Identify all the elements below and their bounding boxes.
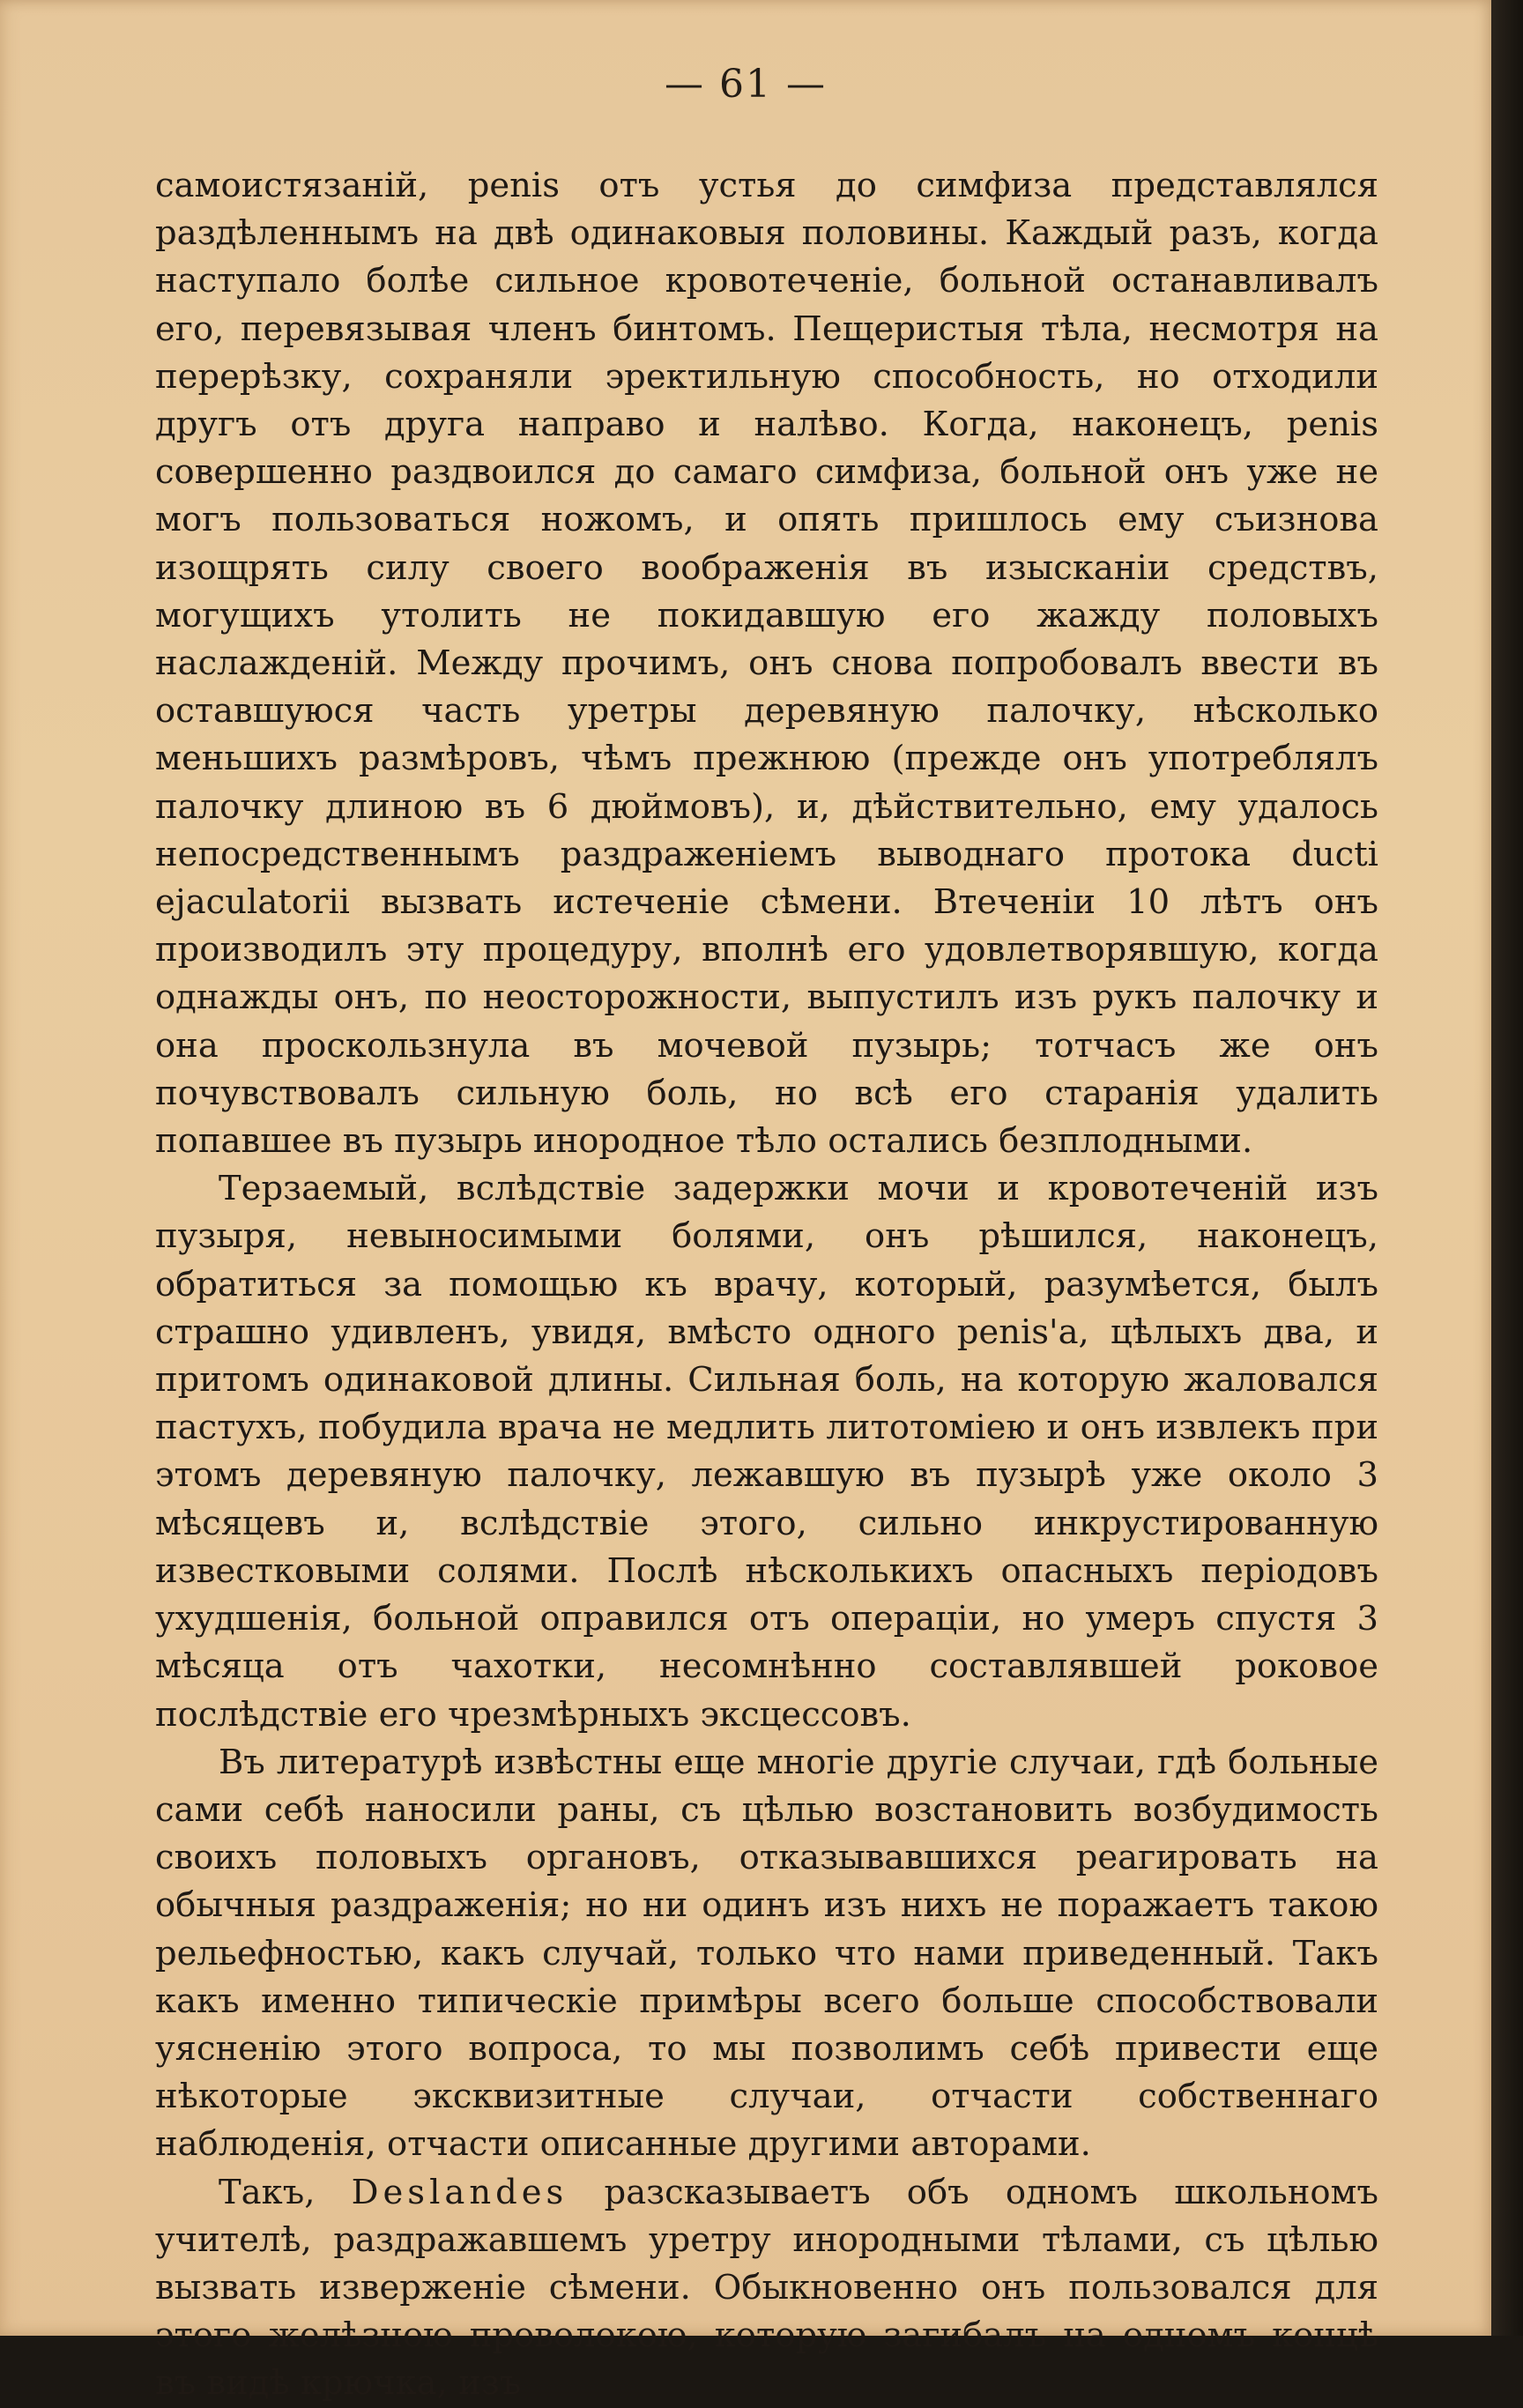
paragraph-1: самоистязаній, penis отъ устья до симфиза представлялся раздѣленнымъ на двѣ одинаковыя половины. Каждый разъ, когда наступало болѣе сильное кровотеченіе, больной останавливалъ его, перевязывая членъ бинтомъ. Пещеристыя тѣла, несмотря на перерѣзку, сохраняли эректильную способность, но отходили другъ отъ друга направо и налѣво. Когда, наконецъ, penis совершенно раздвоился до самаго симфиза, больной онъ уже не могъ пользоваться ножомъ, и опять пришлось ему съизнова изощрять силу своего воображенія въ изысканіи средствъ, могущихъ утолить не покидавшую его жажду половыхъ наслажденій. Между прочимъ, онъ снова попробовалъ ввести въ оставшуюся часть уретры деревяную палочку, нѣсколько меньшихъ размѣровъ, чѣмъ прежнюю (прежде онъ употреблялъ палочку длиною въ 6 дюймовъ), и, дѣйствительно, ему удалось непосредственнымъ раздраженіемъ выводнаго протока ducti ejaculatorii вызвать истеченіе сѣмени. Втеченіи 10 лѣтъ онъ производилъ эту процедуру, вполнѣ его удовлетворявшую, когда однажды онъ, по неосторожности, выпустилъ изъ рукъ палочку и она проскользнула въ мочевой пузырь; тотчасъ же онъ почувствовалъ сильную боль, но всѣ его старанія удалить попавшее въ пузырь инородное тѣло остались безплодными. — [155, 166, 1378, 1162]
author-name: Deslandes — [351, 2172, 568, 2212]
paragraph-2: Терзаемый, вслѣдствіе задержки мочи и кровотеченій изъ пузыря, невыносимыми болями, онъ рѣшился, наконецъ, обратиться за помощью къ врачу, который, разумѣется, былъ страшно удивленъ, увидя, вмѣсто одного penis'а, цѣлыхъ два, и притомъ одинаковой длины. Сильная боль, на которую жаловался пастухъ, побудила врача не медлить литотоміею и онъ извлекъ при этомъ деревяную палочку, лежавшую въ пузырѣ уже около 3 мѣсяцевъ и, вслѣдствіе этого, сильно инкрустированную известковыми солями. Послѣ нѣсколькихъ опасныхъ періодовъ ухудшенія, больной оправился отъ операціи, но умеръ спустя 3 мѣсяца отъ чахотки, несомнѣнно составлявшей роковое послѣдствіе его чрезмѣрныхъ эксцессовъ. — [155, 1169, 1378, 1735]
scan-edge — [1491, 0, 1523, 2336]
paragraph-4-rest: разсказываетъ объ одномъ школьномъ учителѣ, раздражавшемъ уретру инородными тѣлами, съ цѣлью вызвать изверженіе сѣмени. Обыкновенно онъ пользовался для этого желѣзною проволокою, которую загибалъ на одномъ концѣ въ видѣ крючка, изъ — [155, 2172, 1378, 2404]
body-text — [155, 162, 1378, 2408]
paragraph-3: Въ литературѣ извѣстны еще многіе другіе случаи, гдѣ больные сами себѣ наносили раны, съ цѣлью возстановить возбудимость своихъ половыхъ органовъ, отказывавшихся реагировать на обычныя раздраженія; но ни одинъ изъ нихъ не поражаетъ такою рельефностью, какъ случай, только что нами приведенный. Такъ какъ именно типическіе примѣры всего больше способствовали уясненію этого вопроса, то мы позволимъ себѣ привести еще нѣкоторые эксквизитные случаи, отчасти собственнаго наблюденія, отчасти описанные другими авторами. — [155, 1742, 1378, 2165]
page-number: — 61 — — [665, 62, 827, 107]
paragraph-4 — [155, 2169, 1378, 2408]
paragraph-4-lead: Такъ, — [219, 2172, 316, 2212]
